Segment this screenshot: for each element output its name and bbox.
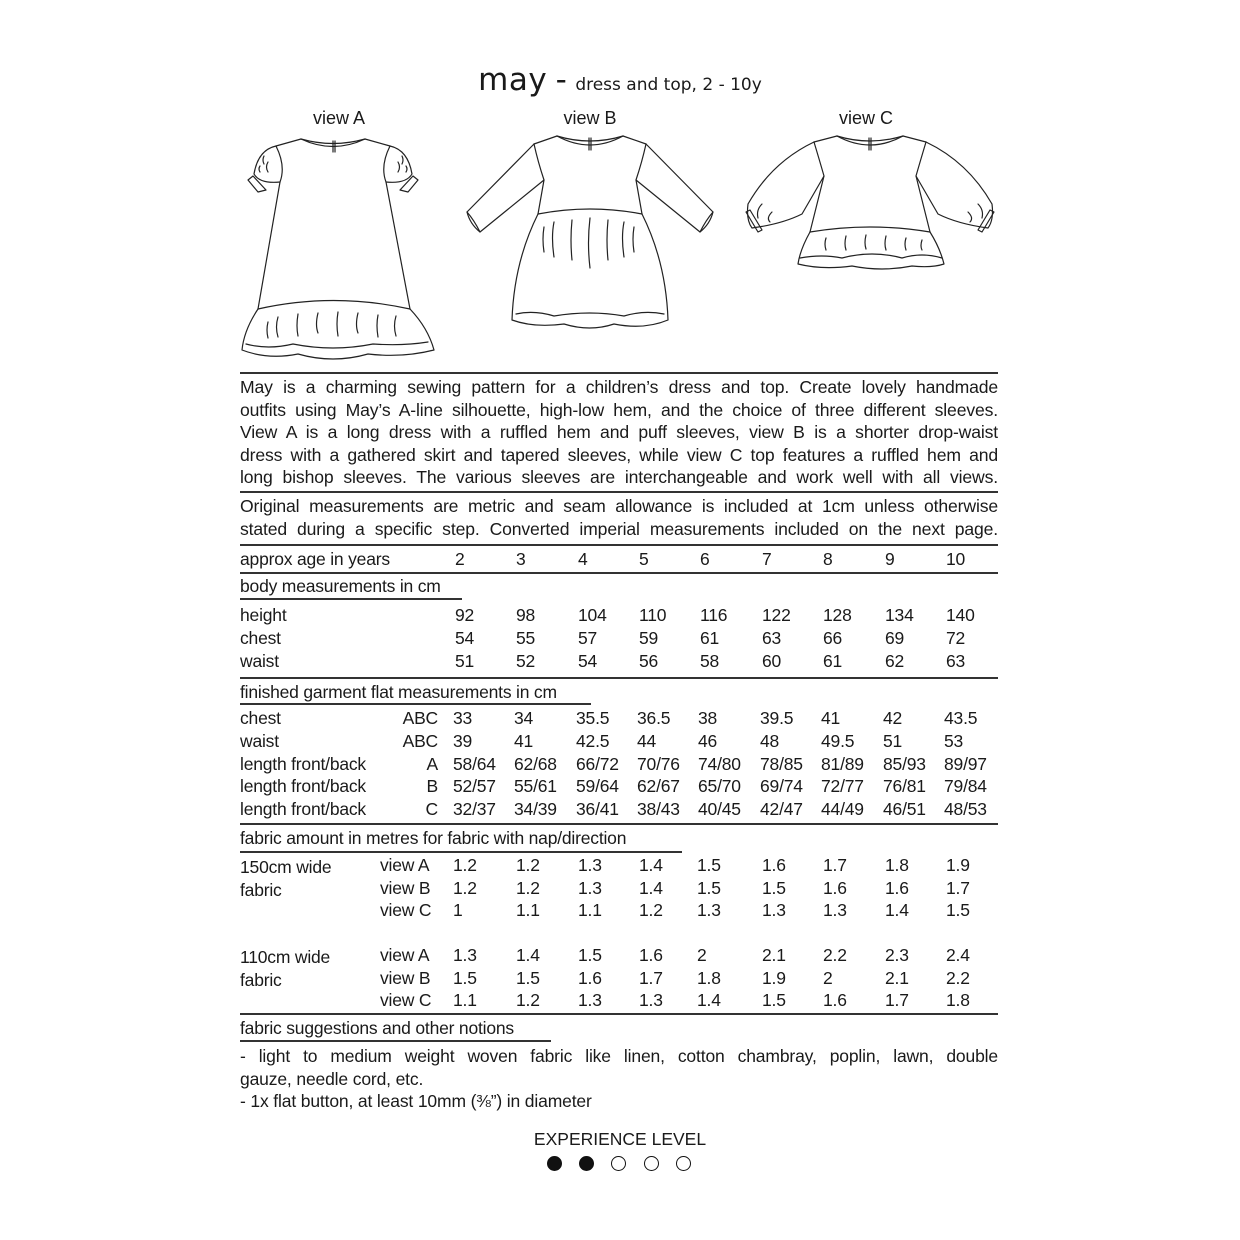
measurement-cell: 61 xyxy=(823,651,843,671)
notions-heading: fabric suggestions and other notions xyxy=(240,1018,514,1038)
fabric-amount-heading: fabric amount in metres for fabric with nap/direction xyxy=(240,828,627,848)
age-column-header: 6 xyxy=(700,549,710,569)
pattern-name: may xyxy=(478,62,548,98)
measurement-cell: 36/41 xyxy=(576,799,619,819)
view-label-cell: view A xyxy=(380,945,430,965)
fabric-width-label: 110cm wide xyxy=(240,947,331,967)
measurement-row-label: length front/back xyxy=(240,776,366,796)
fabric-amount-cell: 1.7 xyxy=(885,990,909,1010)
measurement-cell: 63 xyxy=(762,628,782,648)
fabric-amount-cell: 1.6 xyxy=(762,855,786,875)
age-column-header: 5 xyxy=(639,549,649,569)
measurement-cell: 40/45 xyxy=(698,799,741,819)
measurement-cell: 104 xyxy=(578,605,607,625)
measurement-cell: 62/68 xyxy=(514,754,557,774)
measurement-cell: 54 xyxy=(455,628,475,648)
fabric-amount-cell: 1.3 xyxy=(453,945,477,965)
fabric-amount-cell: 1.8 xyxy=(697,968,721,988)
measurement-cell: 65/70 xyxy=(698,776,741,796)
fabric-amount-cell: 1.3 xyxy=(578,878,602,898)
measurement-cell: 70/76 xyxy=(637,754,680,774)
description-line: outfits using May’s A-line silhouette, high-low hem, and the choice of three different sleeves. xyxy=(240,399,998,420)
fabric-amount-cell: 1.5 xyxy=(946,900,970,920)
measurement-cell: 34/39 xyxy=(514,799,557,819)
notion-item: - light to medium weight woven fabric like linen, cotton chambray, poplin, lawn, double xyxy=(240,1046,998,1066)
measurement-cell: 44 xyxy=(637,731,657,751)
measurement-cell: 34 xyxy=(514,708,534,728)
measurement-cell: 51 xyxy=(455,651,475,671)
view-code: ABC xyxy=(402,708,438,728)
fabric-amount-cell: 1.6 xyxy=(578,968,602,988)
view-a-label: view A xyxy=(312,108,366,128)
fabric-amount-cell: 1.9 xyxy=(946,855,970,875)
measurement-cell: 55 xyxy=(516,628,536,648)
fabric-amount-cell: 1 xyxy=(453,900,463,920)
fabric-amount-cell: 2 xyxy=(697,945,707,965)
view-c-label: view C xyxy=(838,108,893,128)
view-label-cell: view A xyxy=(380,855,430,875)
section-divider xyxy=(240,572,998,574)
fabric-amount-cell: 1.2 xyxy=(516,878,540,898)
page-title xyxy=(0,62,1240,98)
note-line: stated during a specific step. Converted imperial measurements included on the next page. xyxy=(240,518,998,539)
fabric-amount-cell: 1.4 xyxy=(885,900,909,920)
view-b-label: view B xyxy=(563,108,617,128)
measurement-cell: 38/43 xyxy=(637,799,680,819)
fabric-amount-cell: 1.7 xyxy=(946,878,970,898)
measurement-cell: 58/64 xyxy=(453,754,496,774)
measurement-cell: 38 xyxy=(698,708,718,728)
fabric-amount-cell: 2 xyxy=(823,968,833,988)
heading-underline xyxy=(240,1040,551,1042)
measurement-cell: 66/72 xyxy=(576,754,619,774)
fabric-amount-cell: 1.9 xyxy=(762,968,786,988)
experience-dot-filled-icon xyxy=(579,1156,594,1171)
fabric-amount-cell: 1.5 xyxy=(578,945,602,965)
fabric-amount-cell: 1.5 xyxy=(697,855,721,875)
fabric-amount-cell: 1.5 xyxy=(762,878,786,898)
view-code: ABC xyxy=(402,731,438,751)
measurement-row-label: chest xyxy=(240,628,281,648)
section-divider xyxy=(240,372,998,374)
fabric-amount-cell: 1.2 xyxy=(639,900,663,920)
fabric-width-label: 150cm wide xyxy=(240,857,332,877)
view-code: A xyxy=(426,754,438,774)
fabric-amount-cell: 1.6 xyxy=(823,878,847,898)
measurement-row-label: length front/back xyxy=(240,799,366,819)
measurement-cell: 63 xyxy=(946,651,966,671)
measurement-cell: 57 xyxy=(578,628,598,648)
measurement-cell: 72/77 xyxy=(821,776,864,796)
fabric-amount-cell: 1.5 xyxy=(762,990,786,1010)
fabric-amount-cell: 2.2 xyxy=(946,968,970,988)
measurement-cell: 69/74 xyxy=(760,776,803,796)
measurement-cell: 32/37 xyxy=(453,799,496,819)
pattern-subtitle: dress and top, 2 - 10y xyxy=(575,75,762,95)
measurement-cell: 35.5 xyxy=(576,708,610,728)
view-c-top-illustration xyxy=(742,132,997,272)
note-line: Original measurements are metric and seam allowance is included at 1cm unless otherwise xyxy=(240,496,998,516)
fabric-amount-cell: 1.6 xyxy=(885,878,909,898)
measurement-cell: 110 xyxy=(639,605,667,625)
measurement-cell: 66 xyxy=(823,628,843,648)
measurement-cell: 49.5 xyxy=(821,731,855,751)
fabric-amount-cell: 1.3 xyxy=(639,990,663,1010)
fabric-amount-cell: 1.3 xyxy=(578,990,602,1010)
body-measurements-heading: body measurements in cm xyxy=(240,576,441,596)
measurement-cell: 81/89 xyxy=(821,754,864,774)
measurement-cell: 44/49 xyxy=(821,799,864,819)
measurement-cell: 39 xyxy=(453,731,473,751)
heading-underline xyxy=(240,598,462,600)
view-label-cell: view B xyxy=(380,968,431,988)
measurement-cell: 59/64 xyxy=(576,776,619,796)
measurement-cell: 55/61 xyxy=(514,776,557,796)
fabric-amount-cell: 1.2 xyxy=(516,990,540,1010)
age-column-header: 4 xyxy=(578,549,588,569)
measurement-cell: 62 xyxy=(885,651,905,671)
description-line: long bishop sleeves. The various sleeves are interchangeable and work well with all views. xyxy=(240,467,998,488)
fabric-amount-cell: 1.4 xyxy=(639,855,663,875)
fabric-amount-cell: 1.2 xyxy=(453,878,477,898)
measurement-cell: 48/53 xyxy=(944,799,987,819)
age-column-header: 3 xyxy=(516,549,526,569)
measurement-cell: 51 xyxy=(883,731,903,751)
measurement-cell: 74/80 xyxy=(698,754,741,774)
measurement-cell: 78/85 xyxy=(760,754,803,774)
section-divider xyxy=(240,1013,998,1015)
view-label-cell: view C xyxy=(380,990,432,1010)
heading-underline xyxy=(240,851,682,853)
measurement-cell: 36.5 xyxy=(637,708,671,728)
view-label-cell: view C xyxy=(380,900,432,920)
measurement-cell: 42 xyxy=(883,708,903,728)
measurement-cell: 140 xyxy=(946,605,975,625)
measurement-cell: 54 xyxy=(578,651,598,671)
measurement-cell: 79/84 xyxy=(944,776,987,796)
fabric-amount-cell: 1.1 xyxy=(578,900,602,920)
age-column-header: 2 xyxy=(455,549,465,569)
experience-level-label: EXPERIENCE LEVEL xyxy=(533,1129,707,1149)
measurement-row-label: length front/back xyxy=(240,754,366,774)
experience-dot-filled-icon xyxy=(547,1156,562,1171)
fabric-amount-cell: 1.1 xyxy=(516,900,540,920)
notions-list xyxy=(240,1045,998,1113)
measurement-cell: 33 xyxy=(453,708,473,728)
notion-item: gauze, needle cord, etc. xyxy=(240,1068,424,1089)
fabric-amount-cell: 2.1 xyxy=(885,968,909,988)
fabric-amount-cell: 1.4 xyxy=(697,990,721,1010)
finished-measurements-heading: finished garment flat measurements in cm xyxy=(240,682,557,702)
measurement-cell: 52 xyxy=(516,651,536,671)
heading-underline xyxy=(240,703,591,705)
measurement-cell: 69 xyxy=(885,628,905,648)
description-line: May is a charming sewing pattern for a children’s dress and top. Create lovely handmade xyxy=(240,377,998,397)
age-column-header: 7 xyxy=(762,549,772,569)
fabric-amount-cell: 2.2 xyxy=(823,945,847,965)
fabric-amount-cell: 1.6 xyxy=(823,990,847,1010)
fabric-amount-cell: 1.3 xyxy=(578,855,602,875)
section-divider xyxy=(240,544,998,546)
view-label-cell: view B xyxy=(380,878,431,898)
title-separator: - xyxy=(555,62,567,98)
measurement-row-label: chest xyxy=(240,708,281,728)
measurement-cell: 128 xyxy=(823,605,852,625)
fabric-amount-cell: 1.5 xyxy=(453,968,477,988)
fabric-amount-cell: 1.3 xyxy=(762,900,786,920)
description-line: dress with a gathered skirt and tapered sleeves, while view C top features a ruffled hem and xyxy=(240,444,998,465)
pattern-description xyxy=(240,376,998,489)
measurement-cell: 89/97 xyxy=(944,754,987,774)
measurement-cell: 62/67 xyxy=(637,776,680,796)
measurement-cell: 48 xyxy=(760,731,780,751)
measurement-cell: 56 xyxy=(639,651,659,671)
view-b-dress-illustration xyxy=(464,132,716,332)
fabric-amount-cell: 1.5 xyxy=(516,968,540,988)
fabric-amount-cell: 1.1 xyxy=(453,990,477,1010)
measurement-cell: 39.5 xyxy=(760,708,794,728)
measurement-cell: 85/93 xyxy=(883,754,926,774)
measurement-cell: 46 xyxy=(698,731,718,751)
age-header-label: approx age in years xyxy=(240,549,390,569)
fabric-amount-cell: 1.2 xyxy=(453,855,477,875)
notion-item: - 1x flat button, at least 10mm (⅜”) in diameter xyxy=(240,1091,592,1112)
measurement-cell: 116 xyxy=(700,605,728,625)
fabric-amount-cell: 2.1 xyxy=(762,945,786,965)
measurement-cell: 60 xyxy=(762,651,782,671)
view-code: B xyxy=(426,776,438,796)
fabric-amount-cell: 1.2 xyxy=(516,855,540,875)
view-a-dress-illustration xyxy=(238,132,438,364)
measurement-cell: 76/81 xyxy=(883,776,926,796)
fabric-amount-cell: 1.4 xyxy=(639,878,663,898)
experience-dot-empty-icon xyxy=(611,1156,626,1171)
measurement-cell: 98 xyxy=(516,605,536,625)
measurement-cell: 43.5 xyxy=(944,708,978,728)
measurement-cell: 42.5 xyxy=(576,731,610,751)
fabric-amount-cell: 1.5 xyxy=(697,878,721,898)
fabric-amount-cell: 1.8 xyxy=(885,855,909,875)
measurement-cell: 46/51 xyxy=(883,799,926,819)
measurement-cell: 58 xyxy=(700,651,720,671)
fabric-amount-cell: 2.3 xyxy=(885,945,909,965)
measurement-cell: 52/57 xyxy=(453,776,496,796)
section-divider xyxy=(240,823,998,825)
measurement-cell: 61 xyxy=(700,628,720,648)
fabric-amount-cell: 1.6 xyxy=(639,945,663,965)
age-column-header: 8 xyxy=(823,549,833,569)
fabric-width-label: fabric xyxy=(240,880,282,900)
measurement-note xyxy=(240,495,998,540)
section-divider xyxy=(240,677,998,679)
measurement-row-label: waist xyxy=(240,651,279,671)
measurement-row-label: height xyxy=(240,605,287,625)
view-code: C xyxy=(425,799,438,819)
age-column-header: 9 xyxy=(885,549,895,569)
measurement-cell: 92 xyxy=(455,605,475,625)
fabric-amount-cell: 1.7 xyxy=(823,855,847,875)
fabric-amount-cell: 1.8 xyxy=(946,990,970,1010)
measurement-cell: 41 xyxy=(821,708,841,728)
measurement-row-label: waist xyxy=(240,731,279,751)
fabric-width-label: fabric xyxy=(240,970,282,990)
age-column-header: 10 xyxy=(946,549,966,569)
measurement-cell: 41 xyxy=(514,731,534,751)
fabric-amount-cell: 1.3 xyxy=(823,900,847,920)
fabric-amount-cell: 1.3 xyxy=(697,900,721,920)
fabric-amount-cell: 1.7 xyxy=(639,968,663,988)
measurement-cell: 72 xyxy=(946,628,966,648)
fabric-amount-cell: 2.4 xyxy=(946,945,970,965)
fabric-amount-cell: 1.4 xyxy=(516,945,540,965)
experience-dot-empty-icon xyxy=(644,1156,659,1171)
section-divider xyxy=(240,491,998,493)
measurement-cell: 53 xyxy=(944,731,964,751)
experience-dot-empty-icon xyxy=(676,1156,691,1171)
measurement-cell: 59 xyxy=(639,628,659,648)
description-line: View A is a long dress with a ruffled hem and puff sleeves, view B is a shorter drop-waist xyxy=(240,422,998,443)
measurement-cell: 122 xyxy=(762,605,791,625)
measurement-cell: 42/47 xyxy=(760,799,803,819)
measurement-cell: 134 xyxy=(885,605,914,625)
